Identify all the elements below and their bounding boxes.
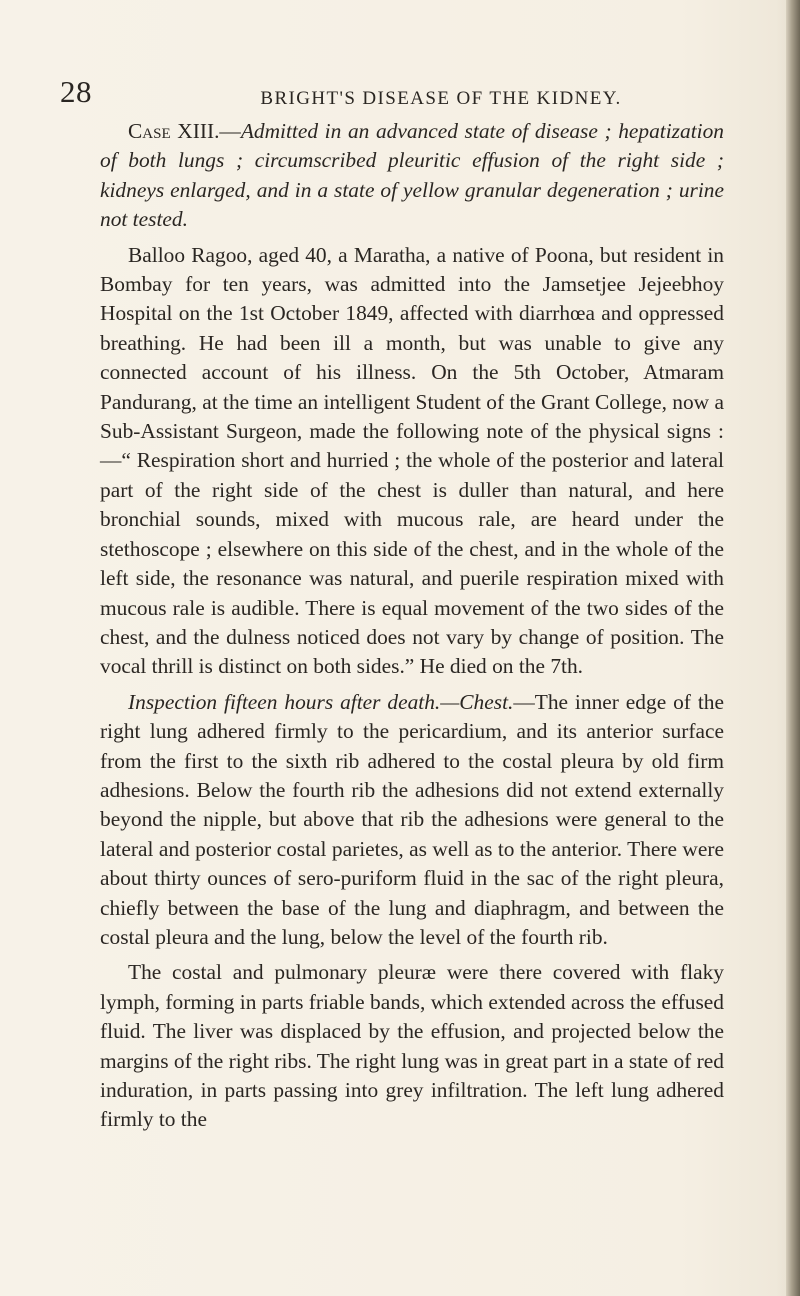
case-label: Case	[128, 119, 171, 143]
case-heading	[100, 117, 724, 235]
case-dash: —	[219, 119, 241, 143]
inspection-text: —The inner edge of the right lung adhered firmly to the pericardium, and its anterior surface from the first to the sixth rib adhered to the costal pleura by old firm adhesions. Below the fourth rib the adhesions did not extend externally beyond the nipple, but above that rib the adhesions were general to the lateral and posterior costal parietes, as well as to the anterior. There were about thirty ounces of sero-puriform fluid in the sac of the right pleura, chiefly between the base of the lung and diaphragm, and between the costal pleura and the lung, below the level of the fourth rib.	[100, 689, 724, 949]
body-text	[100, 117, 724, 1135]
inspection-heading: Inspection fifteen hours after death.—Chest.	[128, 689, 514, 714]
case-number: XIII.	[177, 119, 220, 143]
paragraph-history: Balloo Ragoo, aged 40, a Maratha, a native of Poona, but resident in Bombay for ten years, was admitted into the Jamsetjee Jejeebhoy Hospital on the 1st October 1849, affected with diarrhœa and oppressed breathing. He had been ill a month, but was unable to give any connected account of his illness. On the 5th October, Atmaram Pandurang, at the time an intelligent Student of the Grant College, now a Sub-Assistant Surgeon, made the following note of the physical signs :—“ Respiration short and hurried ; the whole of the posterior and lateral part of the right side of the chest is duller than natural, and here bronchial sounds, mixed with mucous rale, are heard under the stethoscope ; elsewhere on this side of the chest, and in the whole of the left side, the resonance was natural, and puerile respiration mixed with mucous rale is audible. There is equal movement of the two sides of the chest, and the dulness noticed does not vary by change of position. The vocal thrill is distinct on both sides.” He died on the 7th.	[100, 242, 724, 679]
page-header	[60, 74, 700, 118]
page-edge-shadow	[786, 0, 800, 1296]
paragraph-pleurae: The costal and pulmonary pleuræ were there covered with flaky lymph, forming in parts friable bands, which extended across the effused fluid. The liver was displaced by the effusion, and projected below the margins of the right ribs. The right lung was in great part in a state of red induration, in parts passing into grey infiltration. The left lung adhered firmly to the	[100, 960, 724, 1132]
case-description: Admitted in an advanced state of disease ; hepatization of both lungs ; circumscribed pleuritic effusion of the right side ; kidneys enlarged, and in a state of yellow granular degeneration ; urine not tested.	[100, 119, 724, 232]
page-number: 28	[60, 74, 92, 109]
running-head: BRIGHT'S DISEASE OF THE KIDNEY.	[260, 88, 622, 109]
paragraph-inspection	[100, 688, 724, 953]
